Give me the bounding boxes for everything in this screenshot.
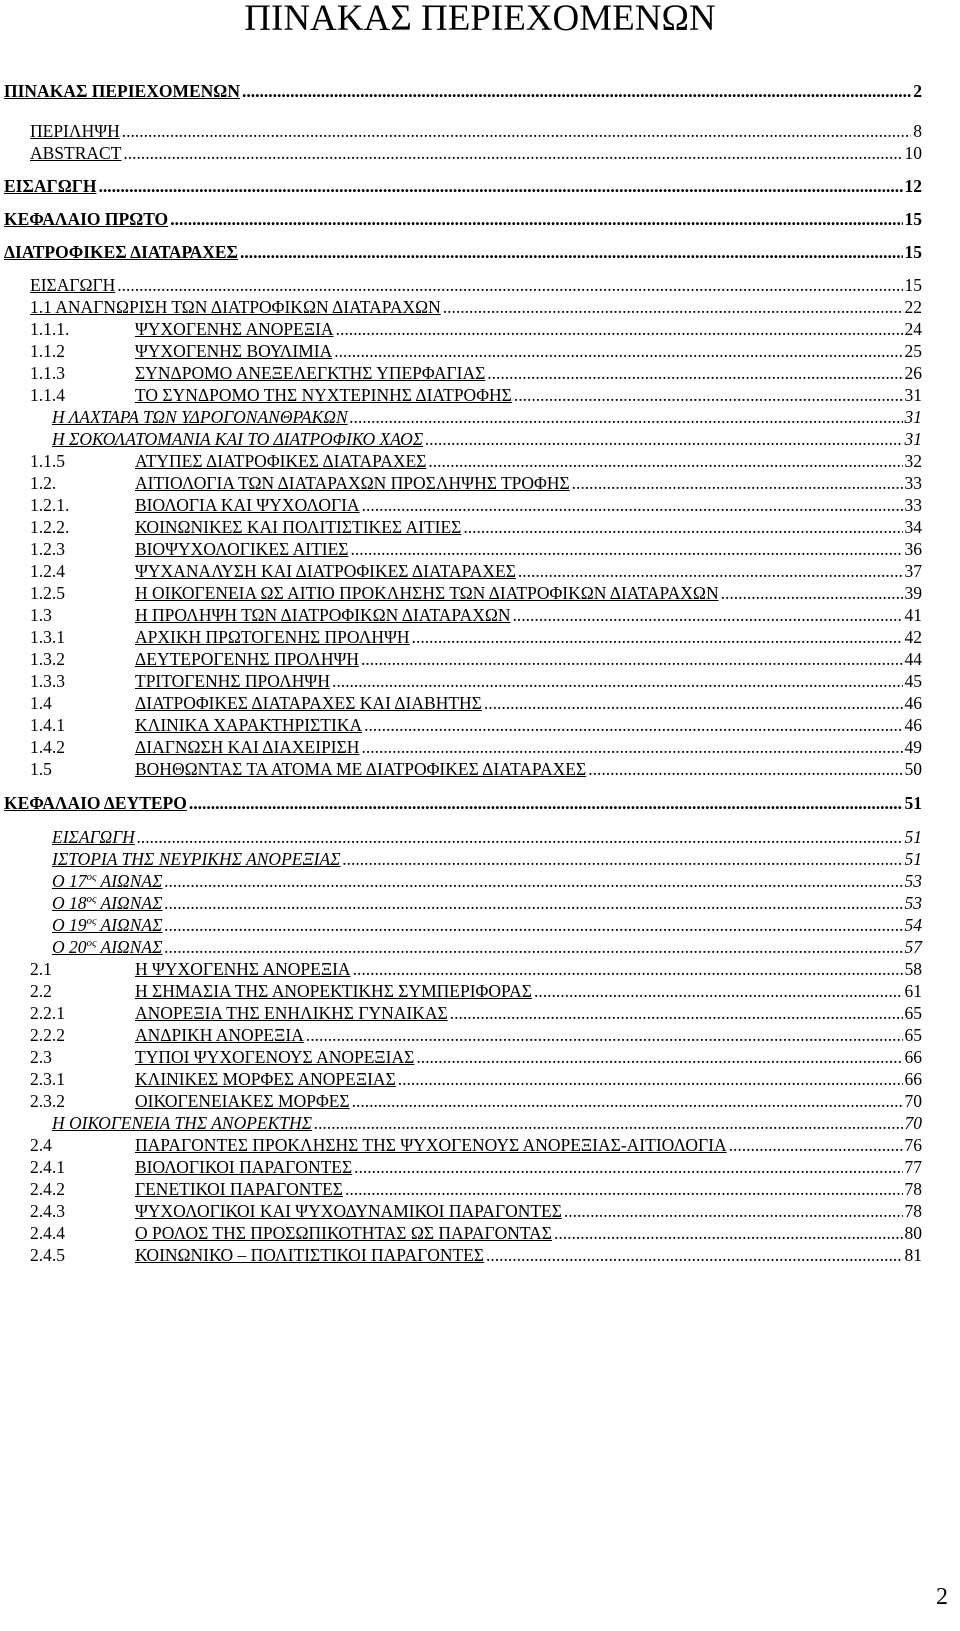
toc-entry-page: 49 <box>904 737 922 757</box>
toc-entry-page: 70 <box>904 1091 922 1111</box>
toc-entry[interactable] <box>30 1002 922 1024</box>
dot-leader <box>98 175 902 197</box>
toc-entry[interactable] <box>4 241 922 263</box>
toc-entry-page: 37 <box>904 561 922 581</box>
toc-entry-title-text: ΕΙΣΑΓΩΓΗ <box>30 275 116 295</box>
toc-entry-title[interactable] <box>52 892 162 914</box>
toc-entry-page: 15 <box>904 275 922 295</box>
toc-entry[interactable] <box>30 1156 922 1178</box>
toc-entry-title[interactable] <box>135 692 482 714</box>
toc-entry[interactable] <box>30 120 922 142</box>
toc-entry-title-text: Ο 17 <box>52 871 87 891</box>
toc-entry-page: 81 <box>904 1245 922 1265</box>
toc-entry-page: 15 <box>904 209 922 229</box>
toc-entry-title-text: ΚΟΙΝΩΝΙΚΟ – ΠΟΛΙΤΙΣΤΙΚΟΙ ΠΑΡΑΓΟΝΤΕΣ <box>135 1245 485 1265</box>
toc-entry-title-text: ΔΙΑΤΡΟΦΙΚΕΣ ΔΙΑΤΑΡΑΧΕΣ <box>4 242 238 262</box>
toc-entry-title[interactable] <box>135 384 512 406</box>
toc-entry[interactable] <box>30 516 922 538</box>
dot-leader <box>332 670 903 692</box>
toc-entry-title-text: ΒΙΟΛΟΓΙΑ ΚΑΙ ΨΥΧΟΛΟΓΙΑ <box>135 495 360 515</box>
dot-leader <box>554 1222 903 1244</box>
toc-entry-title[interactable] <box>135 1222 552 1244</box>
toc-entry-title-text: ΙΣΤΟΡΙΑ ΤΗΣ ΝΕΥΡΙΚΗΣ ΑΝΟΡΕΞΙΑΣ <box>52 849 341 869</box>
toc-entry-page: 39 <box>904 583 922 603</box>
dot-leader <box>334 340 902 362</box>
toc-entry-title[interactable] <box>135 1134 727 1156</box>
dot-leader <box>443 296 903 318</box>
toc-entry-title[interactable] <box>135 472 570 494</box>
toc-entry[interactable] <box>30 736 922 758</box>
toc-entry[interactable] <box>52 428 922 450</box>
toc-entry-title-text: ΒΙΟΛΟΓΙΚΟΙ ΠΑΡΑΓΟΝΤΕΣ <box>135 1157 353 1177</box>
toc-entry-number: 2.4.1 <box>30 1157 65 1177</box>
toc-entry-title-text: ΑΡΧΙΚΗ ΠΡΩΤΟΓΕΝΗΣ ΠΡΟΛΗΨΗ <box>135 627 410 647</box>
toc-entry-title[interactable] <box>30 120 120 142</box>
toc-entry-number: 1.5 <box>30 759 52 779</box>
toc-entry-number: 1.1.4 <box>30 385 65 405</box>
toc-entry-number: 2.2 <box>30 981 52 1001</box>
toc-entry[interactable] <box>30 142 922 164</box>
toc-entry-title[interactable] <box>135 626 410 648</box>
toc-entry-page: 33 <box>904 473 922 493</box>
dot-leader <box>364 714 902 736</box>
toc-entry-title-text: ΤΡΙΤΟΓΕΝΗΣ ΠΡΟΛΗΨΗ <box>135 671 330 691</box>
toc-entry-title-text: ΨΥΧΟΛΟΓΙΚΟΙ ΚΑΙ ΨΥΧΟΔΥΝΑΜΙΚΟΙ ΠΑΡΑΓΟΝΤΕΣ <box>135 1201 562 1221</box>
toc-entry-title[interactable] <box>52 406 348 428</box>
toc-entry-number: 1.2.5 <box>30 583 65 603</box>
toc-entry-title[interactable] <box>135 980 532 1002</box>
toc-entry-title-text: ΑΤΥΠΕΣ ΔΙΑΤΡΟΦΙΚΕΣ ΔΙΑΤΑΡΑΧΕΣ <box>135 451 427 471</box>
toc-entry[interactable] <box>30 958 922 980</box>
toc-entry[interactable] <box>30 472 922 494</box>
dot-leader <box>350 538 902 560</box>
toc-entry[interactable] <box>30 296 922 318</box>
toc-entry[interactable] <box>30 648 922 670</box>
toc-entry-page: 33 <box>904 495 922 515</box>
toc-entry[interactable] <box>30 560 922 582</box>
dot-leader <box>450 1002 903 1024</box>
ordinal-superscript: ος <box>86 937 97 950</box>
toc-entry-title-text: Η ΟΙΚΟΓΕΝΕΙΑ ΤΗΣ ΑΝΟΡΕΚΤΗΣ <box>52 1113 313 1133</box>
toc-entry[interactable] <box>52 848 922 870</box>
toc-entry-page: 66 <box>904 1047 922 1067</box>
dot-leader <box>164 936 902 958</box>
toc-entry-page: 51 <box>904 793 922 813</box>
toc-entry-title[interactable] <box>52 936 162 958</box>
toc-entry-page: 46 <box>904 693 922 713</box>
toc-entry-number: 1.2. <box>30 473 57 493</box>
toc-entry-number: 1.2.4 <box>30 561 65 581</box>
dot-leader <box>189 792 903 814</box>
toc-entry-title-text: ΒΟΗΘΩΝΤΑΣ ΤΑ ΑΤΟΜΑ ΜΕ ΔΙΑΤΡΟΦΙΚΕΣ ΔΙΑΤΑΡΑΧΕΣ <box>135 759 587 779</box>
ordinal-superscript: ος <box>86 871 97 884</box>
toc-entry-title[interactable] <box>135 1200 562 1222</box>
toc-entry[interactable] <box>30 384 922 406</box>
toc-entry-title-text: ΟΙΚΟΓΕΝΕΙΑΚΕΣ ΜΟΡΦΕΣ <box>135 1091 350 1111</box>
dot-leader <box>361 648 902 670</box>
toc-entry-title-text: ΨΥΧΟΓΕΝΗΣ ΑΝΟΡΕΞΙΑ <box>135 319 334 339</box>
toc-entry-title[interactable] <box>30 296 441 318</box>
dot-leader <box>487 362 902 384</box>
toc-entry-title-text: ΕΙΣΑΓΩΓΗ <box>52 827 135 847</box>
toc-entry-title[interactable] <box>4 80 240 102</box>
toc-entry-title-text: ΔΙΑΓΝΩΣΗ ΚΑΙ ΔΙΑΧΕΙΡΙΣΗ <box>135 737 360 757</box>
toc-entry-page: 53 <box>904 893 922 913</box>
toc-entry-page: 22 <box>904 297 922 317</box>
toc-entry-page: 34 <box>904 517 922 537</box>
toc-entry[interactable] <box>52 892 922 914</box>
dot-leader <box>361 736 902 758</box>
toc-entry-title-text: ΕΙΣΑΓΩΓΗ <box>4 176 97 196</box>
toc-entry-page: 78 <box>904 1179 922 1199</box>
toc-entry-page: 80 <box>904 1223 922 1243</box>
toc-entry[interactable] <box>30 714 922 736</box>
dot-leader <box>314 1112 902 1134</box>
toc-entry-number: 2.2.1 <box>30 1003 65 1023</box>
dot-leader <box>122 120 911 142</box>
toc-entry[interactable] <box>30 758 922 780</box>
dot-leader <box>164 892 902 914</box>
toc-entry-number: 1.3 <box>30 605 52 625</box>
toc-entry-page: 32 <box>904 451 922 471</box>
toc-entry-number: 2.3 <box>30 1047 52 1067</box>
toc-entry-title[interactable] <box>52 848 341 870</box>
toc-entry-page: 26 <box>904 363 922 383</box>
toc-entry-number: 1.4.2 <box>30 737 65 757</box>
toc-entry-page: 25 <box>904 341 922 361</box>
toc-entry-title[interactable] <box>135 1156 352 1178</box>
toc-entry-page: 31 <box>904 407 922 427</box>
toc-entry[interactable] <box>30 670 922 692</box>
dot-leader <box>242 80 911 102</box>
dot-leader <box>137 826 903 848</box>
toc-entry-title-text: ΠΑΡΑΓΟΝΤΕΣ ΠΡΟΚΛΗΣΗΣ ΤΗΣ ΨΥΧΟΓΕΝΟΥΣ ΑΝΟΡΕΞΙΑΣ-ΑΙΤΙΟΛΟΓΙΑ <box>135 1135 727 1155</box>
toc-entry-title-text: ΨΥΧΟΓΕΝΗΣ ΒΟΥΛΙΜΙΑ <box>135 341 333 361</box>
toc-entry-page: 31 <box>904 385 922 405</box>
toc-entry-number: 1.1.2 <box>30 341 65 361</box>
toc-entry-page: 51 <box>904 827 922 847</box>
toc-entry-number: 1.2.1. <box>30 495 70 515</box>
toc-entry-page: 65 <box>904 1025 922 1045</box>
toc-entry-title[interactable] <box>4 241 238 263</box>
toc-entry-title[interactable] <box>52 870 162 892</box>
toc-entry-title-text: ΤΟ ΣΥΝΔΡΟΜΟ ΤΗΣ ΝΥΧΤΕΡΙΝΗΣ ΔΙΑΤΡΟΦΗΣ <box>135 385 512 405</box>
toc-entry-number: 2.3.1 <box>30 1069 65 1089</box>
toc-entry-title-text: ΠΙΝΑΚΑΣ ΠΕΡΙΕΧΟΜΕΝΩΝ <box>4 81 240 101</box>
toc-entry-title-suffix: ΑΙΩΝΑΣ <box>96 871 163 891</box>
toc-entry-title[interactable] <box>4 792 187 814</box>
toc-entry[interactable] <box>4 792 922 814</box>
toc-entry-page: 61 <box>904 981 922 1001</box>
dot-leader <box>398 1068 903 1090</box>
toc-entry[interactable] <box>30 340 922 362</box>
dot-leader <box>306 1024 903 1046</box>
toc-entry[interactable] <box>30 318 922 340</box>
toc-entry-page: 78 <box>904 1201 922 1221</box>
toc-entry-title[interactable] <box>135 516 461 538</box>
dot-leader <box>588 758 902 780</box>
toc-entry-number: 2.1 <box>30 959 52 979</box>
toc-entry-title-text: ΔΕΥΤΕΡΟΓΕΝΗΣ ΠΡΟΛΗΨΗ <box>135 649 360 669</box>
dot-leader <box>534 980 903 1002</box>
toc-entry-page: 70 <box>904 1113 922 1133</box>
toc-entry-title[interactable] <box>135 560 516 582</box>
dot-leader <box>514 384 903 406</box>
toc-entry-title[interactable] <box>135 1046 414 1068</box>
toc-entry[interactable] <box>4 80 922 102</box>
toc-entry[interactable] <box>52 870 922 892</box>
toc-entry-title[interactable] <box>52 428 423 450</box>
toc-entry[interactable] <box>52 826 922 848</box>
toc-entry-title[interactable] <box>135 340 332 362</box>
toc-entry[interactable] <box>30 582 922 604</box>
toc-entry-title-text: ΤΥΠΟΙ ΨΥΧΟΓΕΝΟΥΣ ΑΝΟΡΕΞΙΑΣ <box>135 1047 415 1067</box>
toc-entry[interactable] <box>4 175 922 197</box>
toc-entry[interactable] <box>30 494 922 516</box>
dot-leader <box>729 1134 903 1156</box>
dot-leader <box>170 208 902 230</box>
toc-entry[interactable] <box>4 208 922 230</box>
toc-entry-title-text: Η ΟΙΚΟΓΕΝΕΙΑ ΩΣ ΑΙΤΙΟ ΠΡΟΚΛΗΣΗΣ ΤΩΝ ΔΙΑΤΡΟΦΙΚΩΝ ΔΙΑΤΑΡΑΧΩΝ <box>135 583 719 603</box>
toc-entry-title-text: ABSTRACT <box>30 143 122 163</box>
toc-entry-title[interactable] <box>135 1068 396 1090</box>
dot-leader <box>164 914 902 936</box>
dot-leader <box>353 958 903 980</box>
toc-entry[interactable] <box>30 1178 922 1200</box>
dot-leader <box>518 560 903 582</box>
toc-entry-title-text: 1.1 ΑΝΑΓΝΩΡΙΣΗ ΤΩΝ ΔΙΑΤΡΟΦΙΚΩΝ ΔΙΑΤΑΡΑΧΩΝ <box>30 297 441 317</box>
toc-entry-number: 1.4 <box>30 693 52 713</box>
toc-entry-title-text: ΨΥΧΑΝΑΛΥΣΗ ΚΑΙ ΔΙΑΤΡΟΦΙΚΕΣ ΔΙΑΤΑΡΑΧΕΣ <box>135 561 516 581</box>
dot-leader <box>412 626 903 648</box>
toc-entry-title[interactable] <box>135 582 719 604</box>
toc-entry[interactable] <box>30 362 922 384</box>
toc-entry[interactable] <box>52 936 922 958</box>
toc-entry-title-text: Η ΨΥΧΟΓΕΝΗΣ ΑΝΟΡΕΞΙΑ <box>135 959 351 979</box>
toc-entry-title[interactable] <box>135 670 330 692</box>
toc-entry-title[interactable] <box>52 826 135 848</box>
toc-entry-title-text: Η ΠΡΟΛΗΨΗ ΤΩΝ ΔΙΑΤΡΟΦΙΚΩΝ ΔΙΑΤΑΡΑΧΩΝ <box>135 605 511 625</box>
toc-entry-number: 1.1.5 <box>30 451 65 471</box>
toc-entry-title-text: ΑΙΤΙΟΛΟΓΙΑ ΤΩΝ ΔΙΑΤΑΡΑΧΩΝ ΠΡΟΣΛΗΨΗΣ ΤΡΟΦΗΣ <box>135 473 570 493</box>
dot-leader <box>164 870 902 892</box>
toc-entry-number: 1.1.1. <box>30 319 70 339</box>
toc-entry[interactable] <box>30 274 922 296</box>
toc-entry-page: 66 <box>904 1069 922 1089</box>
toc-entry-title[interactable] <box>135 758 586 780</box>
toc-entry-number: 1.4.1 <box>30 715 65 735</box>
toc-entry-title-text: Ο 19 <box>52 915 87 935</box>
toc-entry[interactable] <box>30 538 922 560</box>
toc-entry-title-text: ΑΝΔΡΙΚΗ ΑΝΟΡΕΞΙΑ <box>135 1025 304 1045</box>
toc-entry-page: 15 <box>904 242 922 262</box>
dot-leader <box>513 604 903 626</box>
toc-entry-title[interactable] <box>135 450 426 472</box>
toc-entry-page: 51 <box>904 849 922 869</box>
toc-entry-title-suffix: ΑΙΩΝΑΣ <box>96 937 163 957</box>
toc-entry[interactable] <box>30 1090 922 1112</box>
toc-entry-title-text: Ο 18 <box>52 893 87 913</box>
toc-entry-title-text: ΣΥΝΔΡΟΜΟ ΑΝΕΞΕΛΕΓΚΤΗΣ ΥΠΕΡΦΑΓΙΑΣ <box>135 363 486 383</box>
dot-leader <box>428 450 902 472</box>
toc-entry-page: 50 <box>904 759 922 779</box>
toc-entry-page: 42 <box>904 627 922 647</box>
dot-leader <box>345 1178 903 1200</box>
dot-leader <box>336 318 903 340</box>
dot-leader <box>350 406 903 428</box>
toc-entry-title-text: Η ΣΗΜΑΣΙΑ ΤΗΣ ΑΝΟΡΕΚΤΙΚΗΣ ΣΥΜΠΕΡΙΦΟΡΑΣ <box>135 981 532 1001</box>
toc-entry[interactable] <box>30 1244 922 1266</box>
toc-entry-number: 2.4.5 <box>30 1245 65 1265</box>
toc-entry[interactable] <box>30 1222 922 1244</box>
toc-entry[interactable] <box>30 1068 922 1090</box>
toc-entry-title[interactable] <box>135 1178 343 1200</box>
dot-leader <box>352 1090 903 1112</box>
toc-entry-page: 24 <box>904 319 922 339</box>
dot-leader <box>240 241 903 263</box>
toc-entry-title-text: ΚΕΦΑΛΑΙΟ ΠΡΩΤΟ <box>4 209 169 229</box>
toc-entry-title[interactable] <box>135 714 362 736</box>
toc-entry-number: 2.2.2 <box>30 1025 65 1045</box>
dot-leader <box>354 1156 902 1178</box>
toc-entry-title[interactable] <box>135 318 334 340</box>
dot-leader <box>484 692 903 714</box>
dot-leader <box>343 848 903 870</box>
toc-entry-page: 8 <box>913 121 922 141</box>
toc-entry-number: 1.2.2. <box>30 517 70 537</box>
toc-entry[interactable] <box>52 406 922 428</box>
toc-entry-title-text: ΒΙΟΨΥΧΟΛΟΓΙΚΕΣ ΑΙΤΙΕΣ <box>135 539 349 559</box>
toc-entry-number: 1.3.1 <box>30 627 65 647</box>
toc-entry-title[interactable] <box>30 142 121 164</box>
toc-entry-title-text: ΚΕΦΑΛΑΙΟ ΔΕΥΤΕΡΟ <box>4 793 187 813</box>
toc-entry-page: 65 <box>904 1003 922 1023</box>
toc-entry-title[interactable] <box>135 362 485 384</box>
toc-entry-title[interactable] <box>135 1244 484 1266</box>
toc-entry[interactable] <box>30 1024 922 1046</box>
toc-entry-title-text: ΚΟΙΝΩΝΙΚΕΣ ΚΑΙ ΠΟΛΙΤΙΣΤΙΚΕΣ ΑΙΤΙΕΣ <box>135 517 462 537</box>
dot-leader <box>416 1046 902 1068</box>
toc-entry-number: 2.3.2 <box>30 1091 65 1111</box>
toc-entry-title-text: ΚΛΙΝΙΚΕΣ ΜΟΡΦΕΣ ΑΝΟΡΕΞΙΑΣ <box>135 1069 396 1089</box>
toc-entry-title-text: ΑΝΟΡΕΞΙΑ ΤΗΣ ΕΝΗΛΙΚΗΣ ΓΥΝΑΙΚΑΣ <box>135 1003 448 1023</box>
toc-entry-page: 58 <box>904 959 922 979</box>
toc-entry-title[interactable] <box>135 736 359 758</box>
toc-entry[interactable] <box>30 692 922 714</box>
toc-entry-page: 77 <box>904 1157 922 1177</box>
toc-entry[interactable] <box>30 604 922 626</box>
toc-entry-title[interactable] <box>135 958 351 980</box>
toc-entry-page: 53 <box>904 871 922 891</box>
dot-leader <box>721 582 903 604</box>
toc-entry-title[interactable] <box>30 274 115 296</box>
toc-entry[interactable] <box>30 450 922 472</box>
toc-entry-number: 2.4 <box>30 1135 52 1155</box>
toc-entry[interactable] <box>52 1112 922 1134</box>
toc-entry-page: 31 <box>904 429 922 449</box>
toc-entry-page: 46 <box>904 715 922 735</box>
toc-entry-title-suffix: ΑΙΩΝΑΣ <box>96 893 163 913</box>
dot-leader <box>486 1244 902 1266</box>
ordinal-superscript: ος <box>86 915 97 928</box>
toc-entry[interactable] <box>30 980 922 1002</box>
toc-entry-number: 1.2.3 <box>30 539 65 559</box>
toc-entry-title-suffix: ΑΙΩΝΑΣ <box>96 915 163 935</box>
toc-entry[interactable] <box>30 626 922 648</box>
toc-entry-number: 2.4.4 <box>30 1223 65 1243</box>
toc-entry[interactable] <box>30 1200 922 1222</box>
dot-leader <box>117 274 902 296</box>
toc-entry[interactable] <box>30 1046 922 1068</box>
toc-entry-title[interactable] <box>135 604 511 626</box>
dot-leader <box>362 494 903 516</box>
toc-entry-title[interactable] <box>135 1024 304 1046</box>
toc-entry-page: 10 <box>904 143 922 163</box>
toc-entry-title[interactable] <box>135 648 359 670</box>
toc-entry-title-text: Ο ΡΟΛΟΣ ΤΗΣ ΠΡΟΣΩΠΙΚΟΤΗΤΑΣ ΩΣ ΠΑΡΑΓΟΝΤΑΣ <box>135 1223 552 1243</box>
toc-entry-page: 2 <box>913 81 922 101</box>
toc-entry-number: 1.3.3 <box>30 671 65 691</box>
toc-entry-number: 1.1.3 <box>30 363 65 383</box>
toc-entry-title-text: ΚΛΙΝΙΚΑ ΧΑΡΑΚΤΗΡΙΣΤΙΚΑ <box>135 715 363 735</box>
ordinal-superscript: ος <box>86 893 97 906</box>
toc-entry-title[interactable] <box>52 1112 312 1134</box>
toc-entry-page: 45 <box>904 671 922 691</box>
toc-entry-page: 76 <box>904 1135 922 1155</box>
toc-entry-title-text: ΠΕΡΙΛΗΨΗ <box>30 121 120 141</box>
toc-entry-title[interactable] <box>4 208 168 230</box>
toc-entry[interactable] <box>30 1134 922 1156</box>
toc-entry-title[interactable] <box>135 538 348 560</box>
toc-entry-title-text: Η ΣΟΚΟΛΑΤΟΜΑΝΙΑ ΚΑΙ ΤΟ ΔΙΑΤΡΟΦΙΚΟ ΧΑΟΣ <box>52 429 424 449</box>
page-title: ΠΙΝΑΚΑΣ ΠΕΡΙΕΧΟΜΕΝΩΝ <box>244 0 716 39</box>
dot-leader <box>564 1200 903 1222</box>
toc-entry-page: 54 <box>904 915 922 935</box>
toc-entry-title-text: Η ΛΑΧΤΑΡΑ ΤΩΝ ΥΔΡΟΓΟΝΑΝΘΡΑΚΩΝ <box>52 407 348 427</box>
toc-entry-number: 2.4.3 <box>30 1201 65 1221</box>
toc-entry-title-text: ΔΙΑΤΡΟΦΙΚΕΣ ΔΙΑΤΑΡΑΧΕΣ ΚΑΙ ΔΙΑΒΗΤΗΣ <box>135 693 482 713</box>
toc-entry-page: 44 <box>904 649 922 669</box>
toc-entry-title-text: Ο 20 <box>52 937 87 957</box>
toc-entry[interactable] <box>52 914 922 936</box>
toc-entry-title[interactable] <box>4 175 96 197</box>
toc-entry-page: 36 <box>904 539 922 559</box>
dot-leader <box>463 516 902 538</box>
toc-entry-title[interactable] <box>135 1002 448 1024</box>
dot-leader <box>123 142 902 164</box>
toc-entry-title[interactable] <box>52 914 162 936</box>
dot-leader <box>572 472 903 494</box>
page-number: 2 <box>936 1584 948 1610</box>
toc-entry-title[interactable] <box>135 1090 350 1112</box>
dot-leader <box>425 428 902 450</box>
toc-entry-page: 57 <box>904 937 922 957</box>
toc-entry-page: 12 <box>904 176 922 196</box>
toc-entry-number: 2.4.2 <box>30 1179 65 1199</box>
toc-entry-number: 1.3.2 <box>30 649 65 669</box>
toc-entry-title-text: ΓΕΝΕΤΙΚΟΙ ΠΑΡΑΓΟΝΤΕΣ <box>135 1179 343 1199</box>
toc-entry-page: 41 <box>904 605 922 625</box>
toc-entry-title[interactable] <box>135 494 360 516</box>
